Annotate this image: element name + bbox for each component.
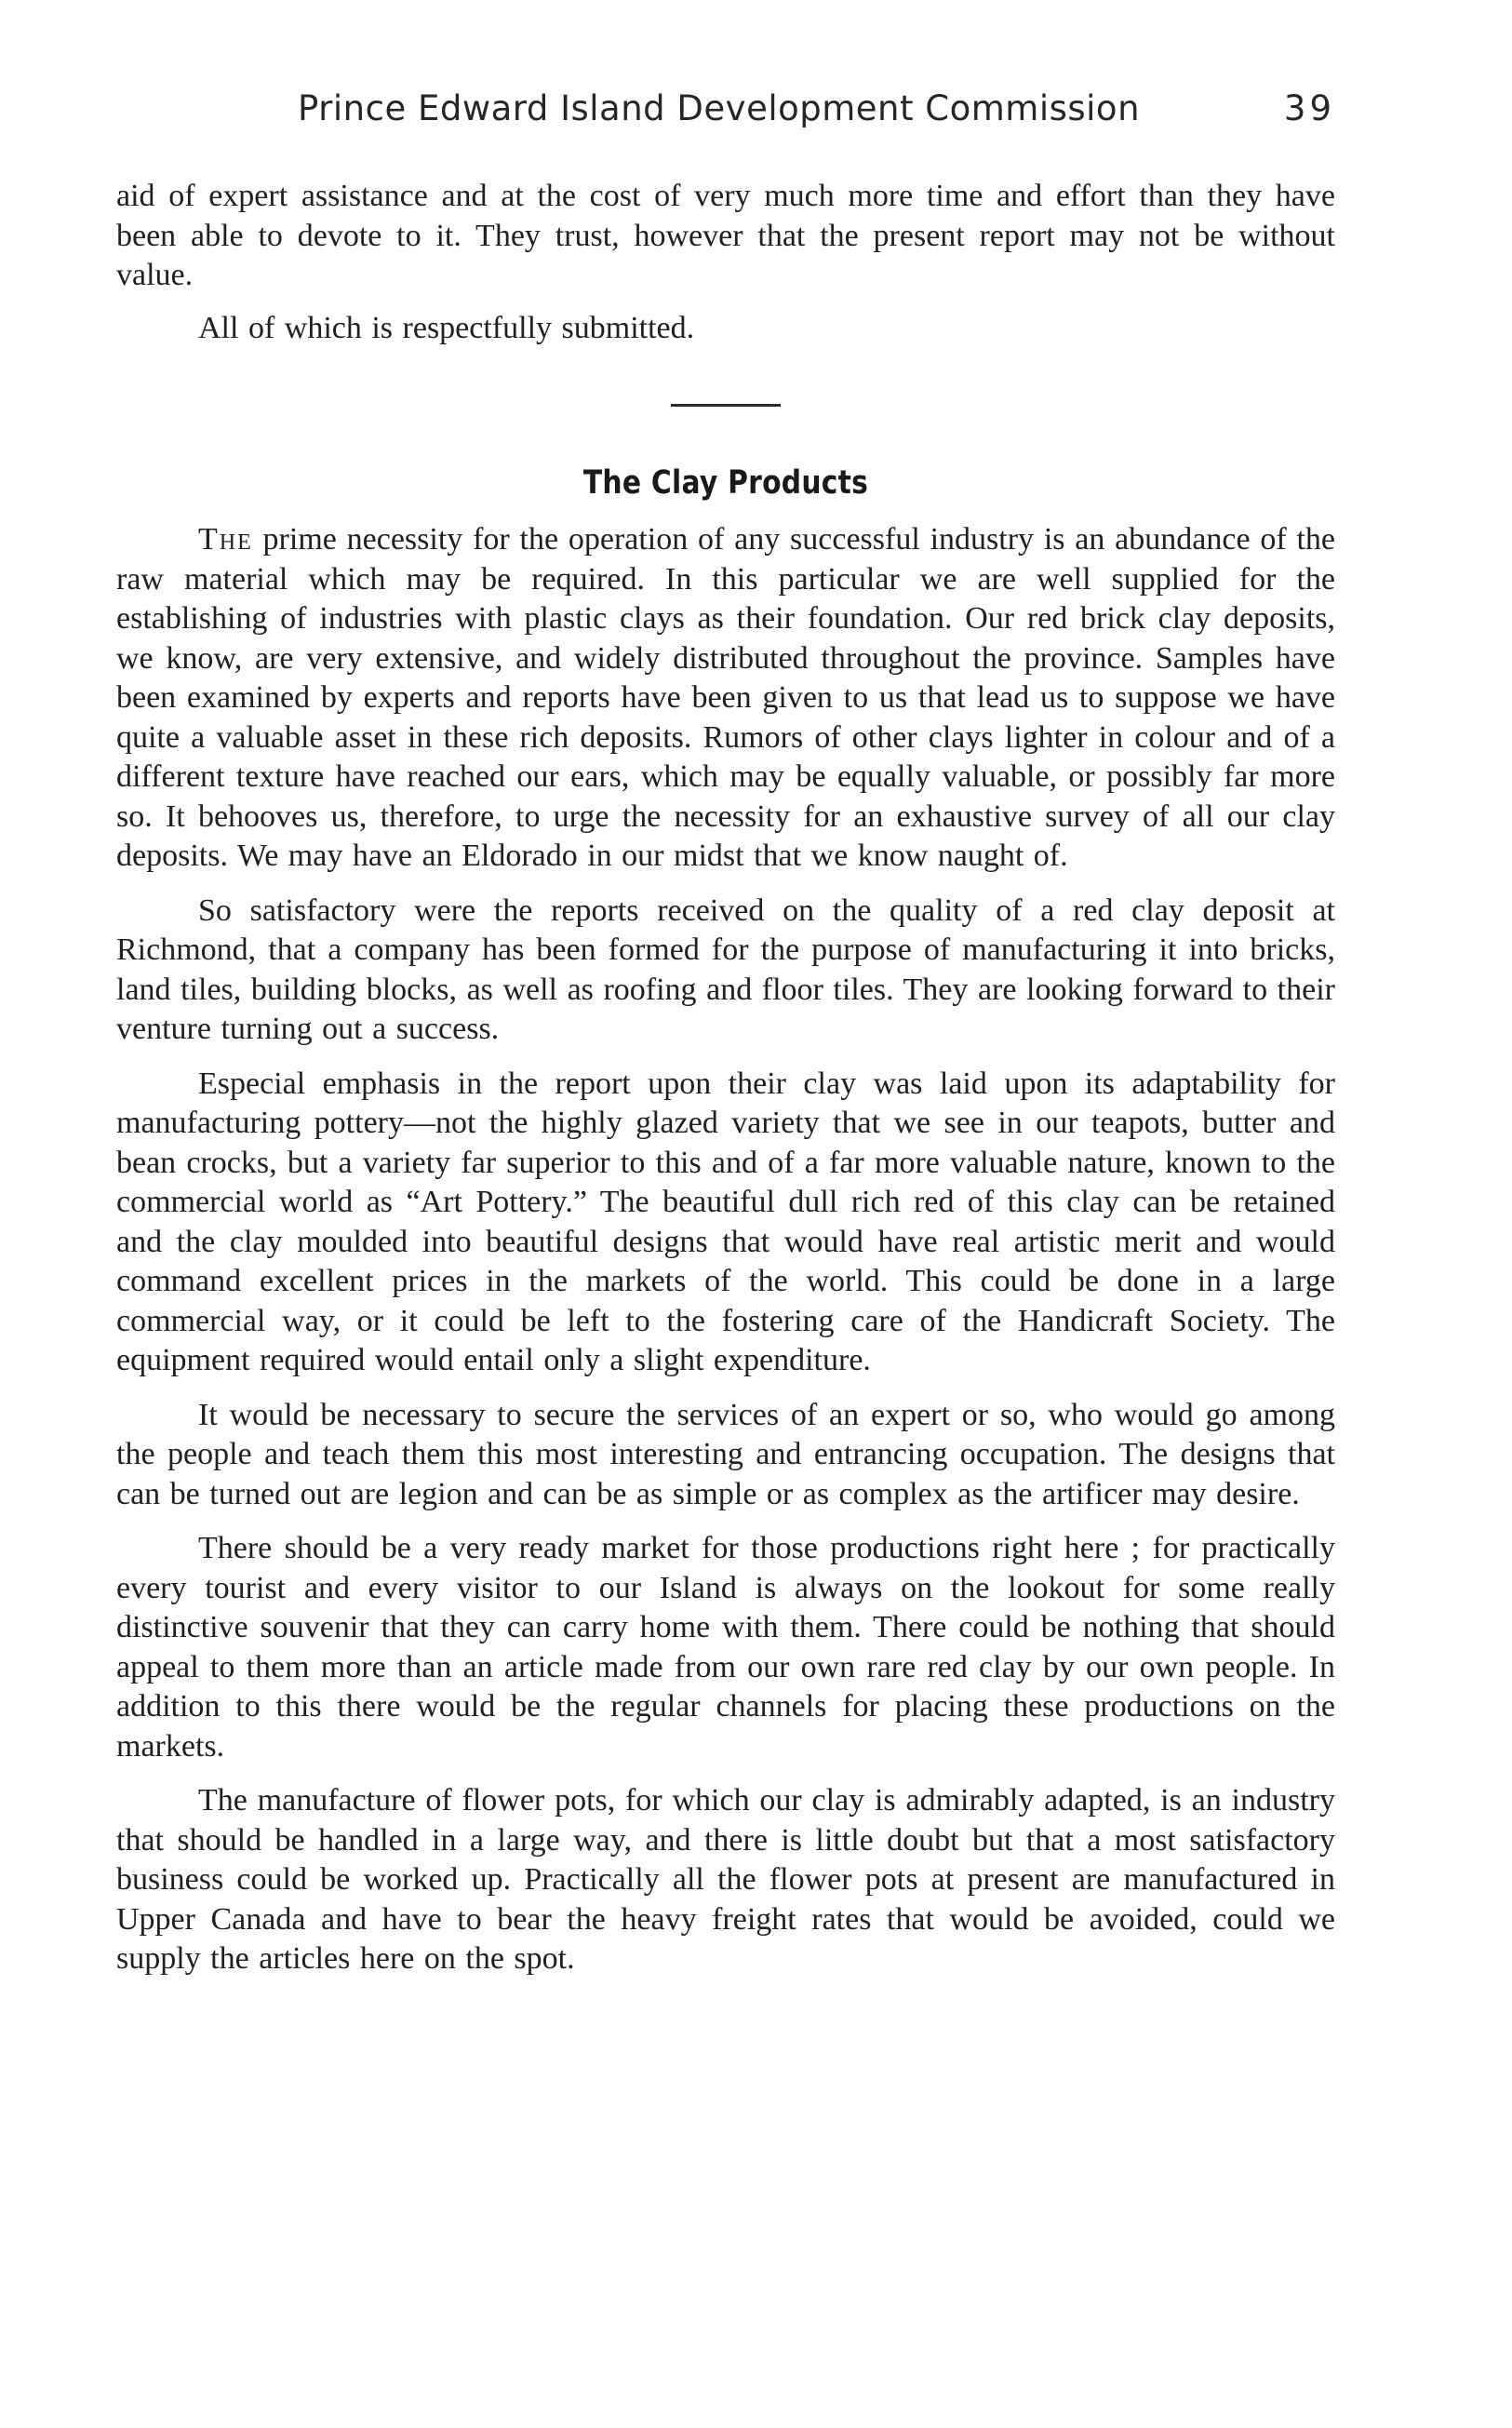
closing-paragraph: All of which is respectfully submitted.	[198, 310, 695, 345]
body-text	[116, 177, 1335, 1994]
section-divider	[671, 404, 781, 407]
running-title: Prince Edward Island Development Commission	[298, 88, 1141, 128]
section-paragraph-2: So satisfactory were the reports received on the quality of a red clay deposit at Richmond, that a company has been formed for the purpose of manufacturing it into bricks, land tiles, building blocks, as well as roofing and floor tiles. They are looking forward to their venture turning out a success.	[116, 892, 1335, 1046]
section-paragraph-4: It would be necessary to secure the services of an expert or so, who would go among the people and teach them this most interesting and entrancing occupation. The designs that can be turned out are legion and can be as simple or as complex as the artificer may desire.	[116, 1397, 1335, 1511]
section-heading: The Clay Products	[582, 464, 869, 502]
continuation-paragraph: aid of expert assistance and at the cost of very much more time and effort than they have been able to devote to it. They trust, however that the present report may not be without value.	[116, 179, 1335, 292]
section-paragraph-3: Especial emphasis in the report upon their clay was laid upon its adaptability for manufacturing pottery—not the highly glazed variety that we see in our teapots, butter and bean crocks, but a variety far superior to this and of a far more valuable nature, known to the commercial world as “Art Pottery.” The beautiful dull rich red of this clay can be retained and the clay moulded into beautiful designs that would have real artistic merit and would command excellent prices in the markets of the world. This could be done in a large commercial way, or it could be left to the fostering care of the Handicraft Society. The equipment required would entail only a slight expenditure.	[116, 1066, 1335, 1377]
running-head	[116, 88, 1335, 144]
lead-word: The	[198, 522, 253, 557]
section-paragraph-1-text: prime necessity for the operation of any successful industry is an abundance of the raw material which may be required. In this particular we are well supplied for the establishing of industries with plastic clays as their foundation. Our red brick clay deposits, we know, are very extensive, and widely distributed throughout the province. Samples have been examined by experts and reports have been given to us that lead us to suppose we have quite a valuable asset in these rich deposits. Rumors of other clays lighter in colour and of a different texture have reached our ears, which may be equally valuable, or possibly far more so. It behooves us, therefore, to urge the necessity for an exhaustive survey of all our clay deposits. We may have an Eldorado in our midst that we know naught of.	[116, 522, 1335, 873]
page-number: 39	[1283, 88, 1335, 128]
section-paragraph-1	[116, 520, 1335, 877]
section-paragraph-5: There should be a very ready market for those productions right here ; for practically every tourist and every visitor to our Island is always on the lookout for some really distinctive souvenir that they can carry home with them. There could be nothing that should appeal to them more than an article made from our own rare red clay by our own people. In addition to this there would be the regular channels for placing these productions on the markets.	[116, 1531, 1335, 1764]
section-paragraph-6: The manufacture of flower pots, for which our clay is admirably adapted, is an industry that should be handled in a large way, and there is little doubt but that a most satisfactory business could be worked up. Practically all the flower pots at present are manufactured in Upper Canada and have to bear the heavy freight rates that would be avoided, could we supply the articles here on the spot.	[116, 1783, 1335, 1976]
